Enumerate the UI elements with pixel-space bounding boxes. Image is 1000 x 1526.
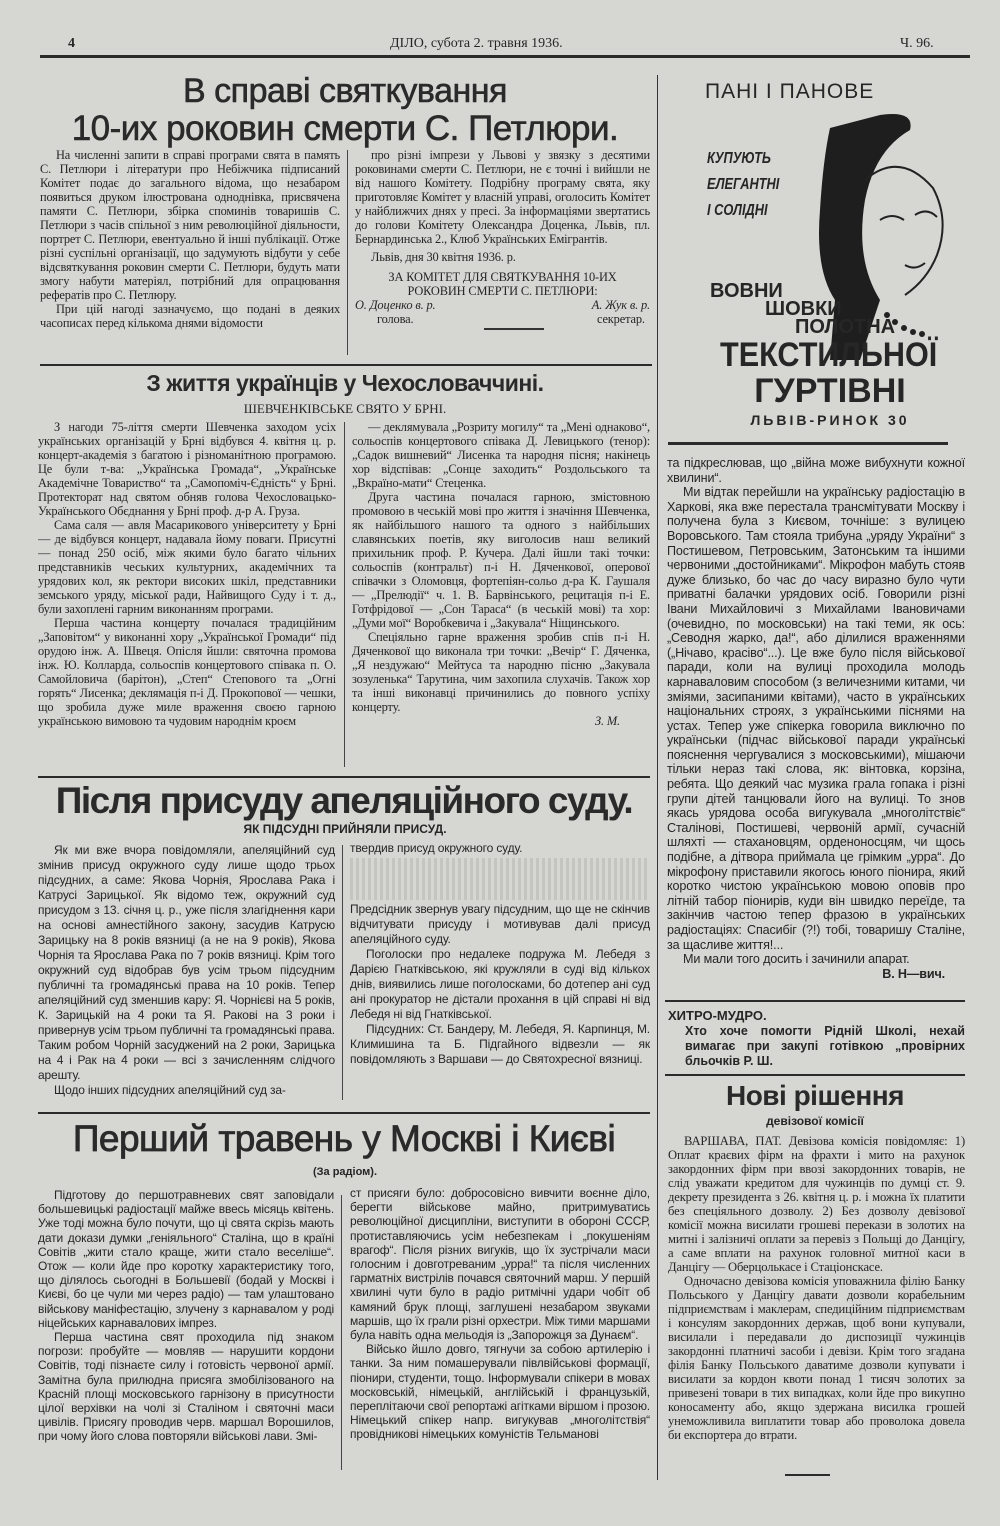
masthead: ДІЛО, субота 2. травня 1936.	[390, 36, 563, 51]
article1-col1	[40, 148, 340, 360]
paragraph: Предсідник звернув увагу підсудним, що ще не скінчив відчитувати присуду і мотивував далі присуд апеляційного суду.	[350, 902, 650, 946]
article2-col1	[38, 420, 336, 772]
paragraph: Як ми вже вчора повідомляли, апеляційний суд змінив присуд окружного суду лише щодо трьох підсудних, а саме: Якова Чорнія, Ярослава Рака і Катрусі Зарицької. Як відомо теж, окружний суд присудом з 13. січня ц. р., уже після злагіднення кари на основі амнестійного закону, засудив Катрусю Зарицьку на 8 років вязниці (а не на 9 років), Якова Чорнія та Ярослава Рака по 7 років вязниці. Крім того окружний суд відобрав був усім трьом підсудним публичні та громадянські права на 10 років. Тепер апеляційний суд зменшив кару: Я. Чорнієві на 5 років, К. Зарицькій на 4 роки та Я. Ракові на 3 роки і привернув усім трьом публичні та громадянські права. Таким робом Чорній засуджений на 2 роки, Зарицька на 4 і Рак на 4 роки — всі з зачисленням слідчого арешту.	[38, 843, 335, 1082]
section-rule	[665, 1000, 965, 1002]
ad-company-line2: ГУРТІВНІ	[754, 372, 906, 410]
textile-advertisement	[665, 70, 995, 435]
column-divider	[342, 845, 343, 1100]
ad-goods-1: ВОВНИ	[710, 280, 783, 302]
article3-col2	[350, 841, 650, 1105]
section-rule	[665, 1074, 965, 1076]
paragraph: Сама саля — авля Масарикового університету у Брні — де відбувся концерт, надавала йому поваги. Присутні — понад 250 осіб, між якими було багато чільних представників чеських культурних, академічних та урядових кол, як ректори високих шкіл, представники земського уряду, міської ради, Найвищого Суду і т. д., були захоплені гарним виконанням програми.	[38, 518, 336, 616]
divider	[484, 298, 544, 330]
paragraph: При цій нагоді зазначуємо, що подані в деяких часописах перед кількома днями відомости	[40, 302, 340, 330]
radio-article-continued	[667, 456, 965, 996]
article4-title: Перший травень у Москві і Києві	[72, 1118, 616, 1159]
column-divider	[347, 150, 348, 355]
ad-goods-3: ПОЛОТНА	[795, 316, 896, 338]
ad-company-line1: ТЕКСТИЛЬНОЇ	[720, 336, 938, 374]
paragraph: твердив присуд окружного суду.	[350, 841, 523, 855]
paragraph: про різні імпрези у Львові у звязку з десятими роковинами смерти С. Петлюри, не є точні і вийшли не від нашого Комітету. Подрібну програму свята, яку приготовляє Комітет у власній управі, оголосить Комітет у найближчих днях у пресі. За інформаціями звертатись до голови Комітету Олександра Доценка, Львів, пл. Бернардинська 2., Клюб Українських Емігрантів.	[355, 148, 650, 246]
column-divider	[341, 1195, 342, 1470]
right-column-divider	[657, 75, 658, 1480]
censored-text	[350, 858, 650, 900]
paragraph: Одночасно девізова комісія уповажнила філію Банку Польського у Данцігу давати дозволи корабельним підприємствам і маклерам, спедиційним підприємствам і консулям закордонних держав, щоб вони купували, висилали і передавали до диспозиції чужинців закордонні платничі засоби і девізи. Крім того згадана філія Банку Польського даватиме дозволи купувати і висилати за кордон квоти понад 1 тисяч золотих за привезені товари в тих випадках, коли йде про викупно коносаменту або, якщо здержана висилка грошей унеможливила виплатити товар або проволока довела би експортера до втрати.	[668, 1274, 965, 1442]
paragraph: Військо йшло довго, тягнучи за собою артилерію і танки. За ним помашерували півлвійськові формації, піонири, студенти, тощо. Інформували спікери в мовах московській, німецькій, англійській і французькій, переплітаючи свої репортажі агітками віршом і прозою. Німецький спікер напр. вигукував „многолітствія“ провідникові німецьких комуністів Тельманові	[350, 1342, 650, 1442]
article1-title-line2: 10-их роковин смерти С. Петлюри.	[71, 109, 619, 148]
article4-subtitle: (За радіом).	[312, 1166, 378, 1178]
paragraph: та підкреслював, що „війна може вибухнути кожної хвилини“.	[667, 456, 965, 485]
column-divider	[344, 422, 345, 767]
issue-number: Ч. 96.	[900, 36, 934, 51]
paragraph: ст присяги було: добросовісно вивчити воєнне діло, берегти військове майно, притримуватись революційної дисципліни, виступити в обороні СССР, протиставляючись усім небезпекам і „покушеніям врагоф“. Після різних вигуків, що їх зустрічали маси голосним і довготреваним „урра!“ та після численних гарматніх вистрілів почався святочний марш. У першій хвилині чути було в радіо ритмічні удари чобіт об камяний брук площі, заглушені незабаром звуками маршів, що їх грали різні орхестри. Між тими маршами була навіть одна мельодія із „Запорожця за Дунаєм“.	[350, 1186, 650, 1343]
signer1-name: О. Доценко в. р.	[355, 298, 436, 312]
end-rule	[785, 1474, 830, 1476]
article1-col2	[355, 148, 650, 360]
signer2-name: А. Жук в. р.	[591, 298, 650, 312]
paragraph: — деклямувала „Розриту могилу“ та „Мені однаково“, сольоспів концертового співака Д. Левицького (тенор): „Садок вишневий“ Лисенка та народня пісня; накінець хор відспівав: „Сонце заходить“ Роздольського та „Вкраїно-мати“ Стеценка.	[352, 420, 650, 490]
ad-slogan-2: ЕЛЕГАНТНІ	[707, 176, 780, 193]
article2-subtitle: ШЕВЧЕНКІВСЬКЕ СВЯТО У БРНІ.	[243, 401, 447, 416]
signature: З. М.	[595, 714, 620, 728]
paragraph: Перша частина свят проходила під знаком погрози: пробуйте — мовляв — нарушити кордони Совітів, тоді пізнаєте силу і готовість червоної армії. Замітна була прилюдна присяга змобілізованого на Красній площі московського гарнізону в присутности цілої верхівки на чолі зі Сталіном і святочні маси цивілів. Присягу проводив черв. маршал Ворошилов, при чому його слова повторяли військові лави. Змі-	[38, 1330, 334, 1444]
article2-col2	[352, 420, 650, 772]
ad-slogan-1: КУПУЮТЬ	[707, 150, 771, 167]
article3-title: Після присуду апеляційного суду.	[55, 780, 633, 821]
paragraph: Спеціяльно гарне враження зробив спів п-і Н. Дяченкової що виконала три точки: „Вечір“ Г. Дяченка, „Я нездужаю“ Мейтуса та народню пісню „Закувала зозуленька“ Тарутина, чим захопила слухачів. Також хор та інші виконавці причинились до повного успіху концерту.	[352, 630, 650, 714]
paragraph: Перша частина концерту почалася традиційним „Заповітом“ у виконанні хору „Української Громади“ під орудою інж. А. Швеця. Опісля йшли: святочна промова інж. Ю. Колларда, сольоспів концертового співака п. О. Самойловича (барітон), „Степ“ Степового та „Огні горять“ Лисенка; деклямація п-і Д. Прокопової — чешки, що зробила дуже миле враження своєю гарною українською вимовою та чудовим народнім кроєм	[38, 616, 336, 728]
paragraph: Ми відтак перейшли на українську радіостацію в Харкові, яка вже перестала трансмітувати Москву і получена була з Києвом, точніше: з вулицею Воровського. Там стояла трибуна „уряду України“ з Постишевом, Петровським, Затонським та іншими червоними „достойниками“. Мікрофон мабуть стояв дуже близько, бо час до часу виразно було чути приватні балачки урядових осіб. Говорили різні Івани Михайловичі з Михайлами Івановичами (очевидно, по московськи) на такі теми, як ось: „Севодня жарко, да!“, або ділилися враженнями („Нічаво, красіво“...). Це вже було після військової паради, коли на вулиці проходила молодь карнаваловим способом (з величезними китами, чи зміями, засипаними квітами), часто в українських національних строях, з українськими піснями на устах. Тепер уже спікерка говорила виключно по українськи (підчас військової паради українські пояснення чергувалися з московськими), мішаючи тільки нераз такі слова, як: вінтовка, корзіна, ребята. Що деякий час музика грала гопака і різні групи дітей танцювали його на вулиці. То знов якась урядова особа вигукувала „многолітствіє“ Сталінові, Постишеві, червоній армії, сучасній шляхті — стахановцям, орденоносцям, чи щось подібне, а дітвора приймала це грімким „урра“. До мікрофону приставили якогось юного піонира, який коротко чистою українською мовою оповів про літній табор піонирів, куди він швидко переїде, та закінчив частою тепер фразою в українських радіостаціях: Спасибіг (?!) тобі, товаришу Сталіне, за щасливе життя!...	[667, 485, 965, 952]
article3-subtitle: ЯК ПІДСУДНІ ПРИЙНЯЛИ ПРИСУД.	[243, 822, 447, 836]
paragraph: Підготову до першотравневих свят заповідали большевицькі радіостації майже ввесь місяць квітень. Уже тоді можна було почути, що ці свята скрізь мають дати докази думки „геніяльного“ Сталіна, що в країні Совітів „жити стало краще, жити стало веселіше“. Отож — коли йде про коротку характеристику того, що ділялось сьогодні в Большевії (бодай у Москві і Києві, бо це чули ми через радіо) — там улаштовано військову маніфестацію, злучену з карнавалом у роді ніцейських карнавалових імпрез.	[38, 1188, 334, 1330]
header-rule	[40, 55, 970, 58]
paragraph: З нагоди 75-ліття смерти Шевченка заходом усіх українських організацій у Брні відбувся 4. квітня ц. р. концерт-академія з багатою і різноманітною програмою. Це були т-ва: „Українська Громада“, „Українське Академічне Товариство“ та „Самопоміч-Єдність“ у Брні. Протекторат над святом обняв голова Чехословацько-Українського Обєднання у Брні проф. д-р А. Груза.	[38, 420, 336, 518]
section-rule	[40, 364, 652, 366]
ad-goods-2: ШОВКИ	[765, 298, 842, 320]
page-number: 4	[68, 36, 75, 51]
signer1-role: голова.	[377, 312, 414, 326]
section-rule	[38, 1112, 650, 1114]
paragraph: Ми мали того досить і зачинили апарат.	[683, 952, 910, 967]
article5-subtitle: девізової комісії	[766, 1114, 864, 1128]
paragraph: Друга частина почалася гарною, змістовною промовою в чеській мові про життя і значіння Шевченка, як найбільшого нашого та одного з найбільших славянських поетів, яку виголосив наш великий прихильник проф. Р. Кучера. Далі йшли такі точки: сольоспів (контральт) п-і Н. Дяченкової, оперової співачки з Оломовця, фортепіян-сольо д-ра К. Гаушаля — „Прелюдії“ ч. 1. В. Барвінського, рецитація п-і Е. Готфрідової — „Сон Тараса“ (в чеській мові) та хор: „Думи мої“ Воробкевича і „Закувала“ Ніщинського.	[352, 490, 650, 630]
article5-body	[668, 1134, 965, 1474]
article2-title: З життя українців у Чехословаччині.	[146, 370, 544, 396]
signer2-role: секретар.	[596, 312, 645, 326]
ad-address: ЛЬВІВ-РИНОК 30	[750, 412, 910, 428]
hitro-text: Хто хоче помогти Рідній Школі, нехай вимагає при закупі готівкою „провірних бльочків Р. Ш.	[685, 1024, 965, 1068]
ad-bottom-rule	[668, 442, 948, 445]
date-line: Львів, дня 30 квітня 1936. р.	[371, 250, 516, 264]
paragraph: Щодо інших підсудних апеляційний суд за-	[54, 1083, 286, 1097]
paragraph: На численні запити в справі програми свята в память С. Петлюри і літератури про Небіжчика підписаний Комітет подає до загального відома, що незабаром появиться друком ілюстрована одноднівка, присвячена памяти С. Петлюри, збірка споминів товаришів С. Петлюри з часів спільної з ним революційної діяльности, портрет С. Петлюри, евентуально й інші публікації. Отже різні суспільні організації, що задумують відбути у себе відсвяткування роковин смерти С. Петлюри, будуть мати змогу набути матеріял, потрібний для опрацювання рефератів про С. Петлюру.	[40, 148, 340, 302]
committee-heading: ЗА КОМІТЕТ ДЛЯ СВЯТКУВАННЯ 10-ИХ РОКОВИН СМЕРТИ С. ПЕТЛЮРИ:	[388, 270, 617, 298]
hitro-heading: ХИТРО-МУДРО.	[668, 1008, 767, 1023]
article4-col2	[350, 1186, 650, 1478]
section-rule	[38, 776, 650, 778]
signature: В. Н—вич.	[882, 966, 945, 981]
ad-headline: ПАНІ І ПАНОВЕ	[705, 80, 875, 103]
paragraph: Підсудних: Ст. Бандеру, М. Лебедя, Я. Карпинця, М. Климишина та Б. Підгайного відвезли — як повідомляють з Варшави — до Святохресної вязниці.	[350, 1022, 650, 1066]
article5-title: Нові рішення	[725, 1080, 905, 1111]
paragraph: ВАРШАВА, ПАТ. Девізова комісія повідомляє: 1) Оплат краєвих фірм на фрахти і мито на рахунок закордонних фірм при ввозі закордонних товарів, не слід уважати кредитом для чужинців по думці ст. 9. декрету президента з 26. квітня ц. р. і можна їх платити без спеціяльного дозволу. 2) Без дозволу девізової комісії можна висилати грошеві перекази в золотих на митні і залізничі оплати за перевіз з Польщі до Данцігу, а саме вплати на рахунок головної митної каси в Данцігу — Оберцолькасе і Стаціонскасе.	[668, 1134, 965, 1274]
paragraph: Поголоски про недалеке подружа М. Лебедя з Дарією Гнатківською, які кружляли в суді від кількох днів, виявились лише поголосками, бо дотепер ані суд ані прокуратор не дістали прохання в цій справі ні від Лебедя ні від Гнатківської.	[350, 947, 650, 1021]
article4-col1	[38, 1188, 334, 1478]
ad-slogan-3: І СОЛІДНІ	[707, 202, 768, 219]
article3-col1	[38, 843, 335, 1105]
article1-title-line1: В справі святкування	[183, 72, 507, 110]
